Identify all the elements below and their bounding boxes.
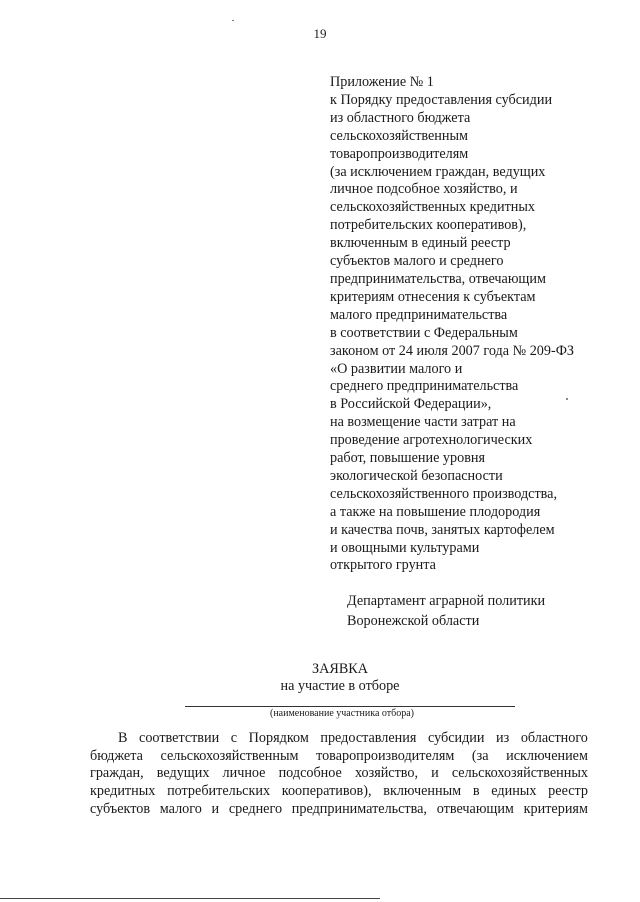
body-line [90, 801, 588, 819]
annex-line: субъектов малого и среднего [330, 253, 504, 270]
body-word: отвечающим [436, 800, 514, 817]
body-word: предпринимательства, [291, 800, 427, 817]
body-word: граждан, [90, 765, 144, 782]
application-title: ЗАЯВКА [312, 661, 368, 677]
annex-line: законом от 24 июля 2007 года № 209-ФЗ [330, 342, 575, 359]
annex-line: Приложение № 1 [330, 74, 434, 90]
annex-line: и овощными культурами [330, 539, 480, 556]
participant-name-caption: (наименование участника отбора) [270, 708, 414, 719]
annex-line: потребительских кооперативов), [330, 217, 527, 234]
page-number: 19 [313, 26, 327, 41]
annex-line: а также на повышение плодородия [330, 503, 541, 520]
addressee-block [347, 592, 545, 631]
body-word: товаропроизводителям [316, 747, 455, 764]
body-word: в [472, 783, 480, 800]
body-word: субъектов [90, 800, 151, 817]
body-word: бюджета [90, 747, 143, 764]
annex-line: и качества почв, занятых картофелем [330, 521, 555, 538]
annex-line: на возмещение части затрат на [330, 414, 516, 431]
annex-line: личное подсобное хозяйство, и [330, 181, 518, 198]
annex-line: открытого грунта [330, 557, 436, 574]
body-word: В [118, 730, 128, 746]
body-word: единых [491, 783, 537, 800]
body-word: исключением [506, 747, 588, 764]
annex-line: работ, повышение уровня [330, 450, 486, 467]
annex-line: включенным в единый реестр [330, 235, 511, 252]
body-word: Порядком [248, 730, 309, 746]
body-word: ведущих [156, 765, 210, 782]
annex-line: в Российской Федерации», [330, 396, 492, 413]
body-word: подсобное [278, 765, 342, 782]
body-word: областного [520, 730, 588, 746]
annex-line: среднего предпринимательства [330, 378, 519, 395]
body-word: кооперативов), [281, 783, 372, 800]
body-word: хозяйство, [354, 765, 419, 782]
annex-line: критериям отнесения к субъектам [330, 288, 536, 305]
annex-line: (за исключением граждан, ведущих [330, 163, 546, 180]
body-word: и [431, 765, 439, 782]
body-word: с [230, 730, 238, 746]
body-paragraph [90, 730, 588, 819]
body-line [90, 765, 588, 783]
annex-header [330, 74, 630, 575]
body-word: сельскохозяйственным [160, 747, 299, 764]
addressee-line: Воронежской области [347, 612, 480, 629]
annex-line: предпринимательства, отвечающим [330, 270, 546, 287]
annex-line: в соответствии с Федеральным [330, 324, 518, 341]
body-word: личное [222, 765, 266, 782]
annex-line: из областного бюджета [330, 109, 471, 126]
body-word: среднего [228, 800, 283, 817]
body-word: предоставления [320, 730, 417, 746]
annex-line: проведение агротехнологических [330, 432, 533, 449]
body-line [90, 730, 588, 748]
addressee-line: Департамент аграрной политики [347, 593, 546, 609]
body-word: потребительских [167, 783, 271, 800]
body-word: и [211, 800, 220, 817]
annex-line: малого предпринимательства [330, 306, 508, 323]
annex-line: сельскохозяйственных кредитных [330, 199, 535, 216]
body-word: критериям [523, 800, 588, 817]
body-line [90, 748, 588, 766]
body-word: кредитных [90, 783, 156, 800]
body-word: субсидии [427, 730, 485, 746]
body-word: сельскохозяйственных [451, 765, 588, 782]
body-word: (за [471, 747, 489, 764]
body-word: малого [159, 800, 202, 817]
application-subtitle: на участие в отборе [280, 678, 400, 694]
body-word: из [496, 730, 510, 746]
annex-line: экологической безопасности [330, 467, 503, 484]
body-line [90, 783, 588, 801]
annex-line: сельскохозяйственным [330, 127, 469, 144]
body-word: включенным [383, 783, 462, 800]
body-word: реестр [548, 783, 588, 800]
scan-speck [232, 20, 234, 21]
body-word: соответствии [139, 730, 220, 746]
participant-name-line [185, 706, 515, 707]
scan-edge-line [0, 898, 380, 899]
annex-line: «О развитии малого и [330, 360, 463, 377]
annex-line: товаропроизводителям [330, 145, 469, 162]
annex-line: к Порядку предоставления субсидии [330, 91, 553, 108]
annex-line: сельскохозяйственного производства, [330, 485, 558, 502]
